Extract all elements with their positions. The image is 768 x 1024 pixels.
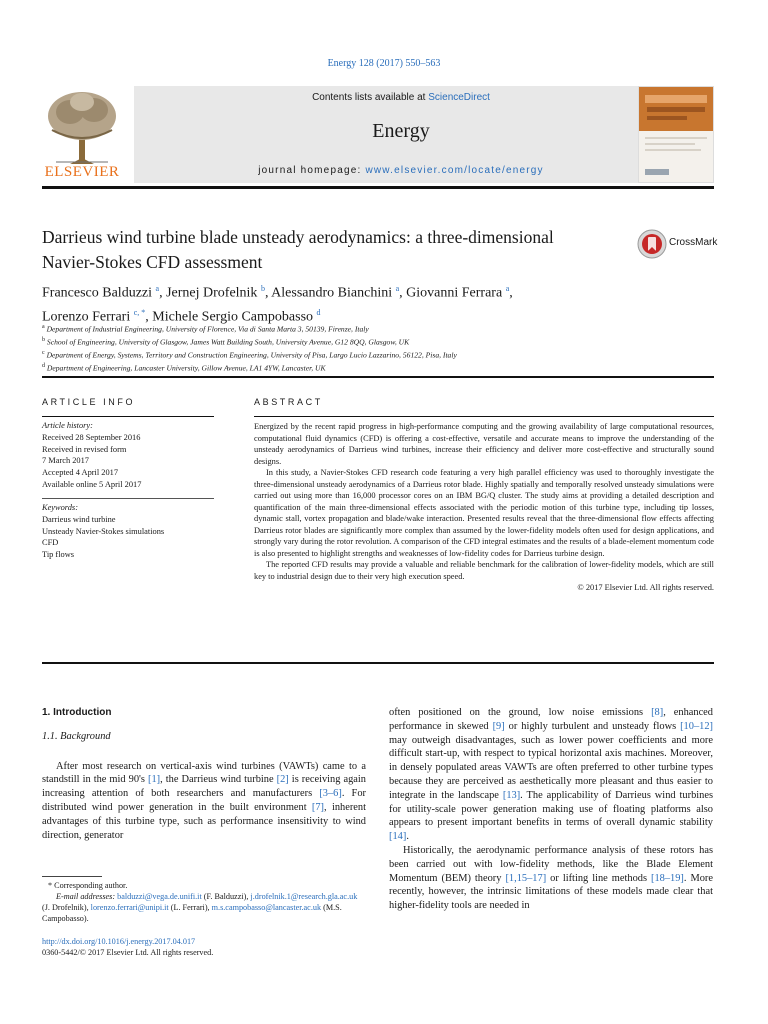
journal-cover-image xyxy=(639,87,713,182)
text-run: . For distributed wind power generation in the built environment xyxy=(42,788,366,813)
reference-link[interactable]: [9] xyxy=(492,720,505,732)
contents-prefix: Contents lists available at xyxy=(312,92,429,103)
text-run: (F. Balduzzi), xyxy=(201,892,251,901)
history-items xyxy=(42,432,218,491)
history-item: 7 March 2017 xyxy=(42,456,89,466)
reference-link[interactable]: m.s.campobasso@lancaster.ac.uk xyxy=(211,903,322,912)
text-run: or highly turbulent and unsteady flows xyxy=(504,720,681,732)
reference-link[interactable]: lorenzo.ferrari@unipi.it xyxy=(90,903,169,912)
keyword-item: Darrieus wind turbine xyxy=(42,514,116,524)
abstract-paragraph: Energized by the recent rapid progress in high-performance computing and the growing availability of large computational resources, computational fluid dynamics (CFD) is offering a cost-effective, versatile and accurate means to improve the understanding of the unsteady aerodynamics of Darrieus wind turbines, increase their efficiency and deliver more cost-effective and structurally sound designs. xyxy=(254,422,714,466)
author-separator: , xyxy=(145,309,153,325)
subsection-heading: 1.1. Background xyxy=(42,730,111,742)
affiliation-item xyxy=(42,361,722,374)
affiliation-text: Department of Energy, Systems, Territory and Construction Engineering, University of Pisa, Largo Lucio Lazzarino, 56122, Pisa, Italy xyxy=(46,350,457,360)
crossmark-icon xyxy=(637,229,667,259)
keyword-item: CFD xyxy=(42,538,59,548)
affiliation-text: Department of Engineering, Lancaster University, Gillow Avenue, LA1 4YW, Lancaster, UK xyxy=(46,363,326,373)
history-item: Received in revised form xyxy=(42,444,127,454)
reference-link[interactable]: [1] xyxy=(148,774,161,786)
author-affiliation-marker[interactable]: a xyxy=(395,284,400,293)
masthead-divider xyxy=(42,186,714,189)
body-column-right xyxy=(389,706,713,913)
article-info-rule xyxy=(42,416,214,417)
reference-link[interactable]: [10–12] xyxy=(680,720,713,732)
history-item: Accepted 4 April 2017 xyxy=(42,468,119,478)
keyword-item: Tip flows xyxy=(42,550,75,560)
text-run: may outweigh disadvantages, such as lower power coefficients and more difficult start-up, with respect to typical horizontal axis machines. Moreover, in densely populated areas VAWTs are often preferred to other turbine types because they are perceived as aesthetically more pleasant and thus easier to integrate in the landscape xyxy=(389,734,713,801)
author-name[interactable]: Alessandro Bianchini xyxy=(271,285,393,301)
affiliation-marker: d xyxy=(42,363,45,370)
section-heading: 1. Introduction xyxy=(42,707,112,718)
text-run: After most research on vertical-axis wind turbines (VAWTs) came to a standstill in the mid 90's xyxy=(42,760,366,786)
author-affiliation-marker[interactable]: d xyxy=(316,307,321,317)
homepage-prefix: journal homepage: xyxy=(258,165,366,176)
text-run: . xyxy=(406,831,409,843)
text-run: or lifting line methods xyxy=(546,872,651,884)
journal-masthead xyxy=(42,86,714,183)
reference-link[interactable]: [13] xyxy=(502,789,521,801)
author-affiliation-marker[interactable]: a xyxy=(505,284,510,293)
reference-link[interactable]: [7] xyxy=(311,801,325,813)
reference-link[interactable]: [8] xyxy=(651,707,664,718)
history-label: Article history: xyxy=(42,421,93,430)
author-affiliation-marker[interactable]: b xyxy=(260,284,265,293)
author-affiliation-marker[interactable]: c, * xyxy=(133,307,146,317)
text-run: often positioned on the ground, low noise emissions xyxy=(389,707,652,718)
email-addresses xyxy=(42,891,366,924)
affiliation-text: School of Engineering, University of Glasgow, James Watt Building South, University Avenue, G12 8QQ, Glasgow, UK xyxy=(46,337,410,347)
abstract-copyright: © 2017 Elsevier Ltd. All rights reserved. xyxy=(577,583,714,592)
author-name[interactable]: Giovanni Ferrara xyxy=(406,285,503,301)
abstract-heading: ABSTRACT xyxy=(254,397,323,407)
affiliation-item xyxy=(42,322,722,335)
affiliation-item xyxy=(42,348,722,361)
text-run: (J. Drofelnik), xyxy=(42,903,91,912)
header-divider xyxy=(42,376,714,378)
text-run: , enhanced performance in skewed xyxy=(389,707,713,732)
text-run: . The applicability of Darrieus wind turbines for utility-scale power generation making use of floating platforms also appears to present important benefits in terms of overall dynamic stability xyxy=(389,789,713,829)
body-paragraph xyxy=(42,760,366,843)
footnote-rule xyxy=(42,876,102,877)
journal-citation[interactable]: Energy 128 (2017) 550–563 xyxy=(327,58,441,69)
abstract-paragraph: In this study, a Navier-Stokes CFD research code featuring a very high parallel efficiency was used to thoroughly investigate the three-dimensional unsteady aerodynamics of a Darrieus rotor blade. Highly spatially and temporally resolved unsteady simulations were carried out using more than 16,000 processor cores on an IBM BG/Q cluster. The study aims at providing a detailed description and quantification of the main three-dimensional effects associated with the periodic motion of this turbine type, including tip losses, dynamic stall, vortex propagation and blade/wake interaction. Presented results reveal that the three-dimensional flow effects affecting Darrieus rotor blades are significantly more complex than assumed by the lower-fidelity models often used for design applications, and strongly vary during the rotor revolution. A comparison of the CFD integral estimates and the results of a blade-element momentum code is also presented to highlight strengths and weaknesses of low-fidelity codes for Darrieus turbine design. xyxy=(254,468,714,558)
body-paragraph xyxy=(389,706,713,844)
affiliation-text: Department of Industrial Engineering, University of Florence, Via di Santa Marta 3, 50139, Firenze, Italy xyxy=(46,324,369,334)
crossmark-label: CrossMark xyxy=(669,237,718,248)
article-title: Darrieus wind turbine blade unsteady aerodynamics: a three-dimensional Navier-Stokes CFD assessment xyxy=(42,227,554,272)
body-paragraph xyxy=(389,844,713,913)
sciencedirect-link[interactable]: ScienceDirect xyxy=(428,92,490,103)
reference-link[interactable]: j.drofelnik.1@research.gla.ac.uk xyxy=(250,892,358,901)
corresponding-author-note: * Corresponding author. xyxy=(48,881,128,890)
journal-cover-thumbnail[interactable] xyxy=(638,86,714,183)
body-column-left xyxy=(42,706,366,842)
affiliation-item xyxy=(42,335,722,348)
affiliation-marker: a xyxy=(42,324,45,330)
reference-link[interactable]: [14] xyxy=(389,831,407,843)
author-name[interactable]: Jernej Drofelnik xyxy=(166,285,258,301)
author-name[interactable]: Francesco Balduzzi xyxy=(42,285,153,301)
homepage-link[interactable]: www.elsevier.com/locate/energy xyxy=(365,165,544,176)
affiliation-marker: c xyxy=(42,350,45,357)
abstract-body xyxy=(254,421,714,594)
keyword-item: Unsteady Navier-Stokes simulations xyxy=(42,526,165,536)
abstract-rule xyxy=(254,416,714,417)
issn-line: 0360-5442/© 2017 Elsevier Ltd. All rights reserved. xyxy=(42,948,214,957)
author-separator: , xyxy=(399,285,407,301)
text-run: Historically, the aerodynamic performance analysis of these rotors has been carried out with low-fidelity methods, like the Blade Element Momentum (BEM) theory xyxy=(389,844,713,884)
affiliation-list xyxy=(42,322,722,374)
history-item: Received 28 September 2016 xyxy=(42,432,141,442)
author-separator: , xyxy=(159,285,167,301)
article-history xyxy=(42,420,218,491)
author-name[interactable]: Michele Sergio Campobasso xyxy=(152,309,314,325)
text-run: is receiving again increasing attention of both researchers and manufacturers xyxy=(42,774,366,800)
elsevier-wordmark: ELSEVIER xyxy=(44,164,120,180)
author-separator: , xyxy=(264,285,272,301)
text-run: , the Darrieus wind turbine xyxy=(160,774,277,786)
text-run: E-mail addresses: xyxy=(56,892,118,901)
reference-link[interactable]: [1,15–17] xyxy=(505,872,547,884)
history-item: Available online 5 April 2017 xyxy=(42,479,142,489)
crossmark-badge[interactable] xyxy=(637,229,717,259)
abstract-divider xyxy=(42,662,714,664)
elsevier-logo xyxy=(42,86,122,183)
reference-link[interactable]: [2] xyxy=(276,774,289,786)
keywords-rule xyxy=(42,498,214,499)
text-run: . More recently, however, the intrinsic limitations of these models made clear that higher-fidelity tools are needed in xyxy=(389,872,714,912)
text-run: (L. Ferrari), xyxy=(168,903,212,912)
author-list xyxy=(42,279,682,326)
reference-link[interactable]: [18–19] xyxy=(651,872,684,884)
keywords-block xyxy=(42,502,218,561)
contents-line xyxy=(134,92,668,103)
reference-link[interactable]: [3–6] xyxy=(319,788,342,800)
author-name[interactable]: Lorenzo Ferrari xyxy=(42,309,131,325)
text-run: (M.S. Campobasso). xyxy=(42,903,342,923)
footnote-block xyxy=(42,880,366,924)
author-separator: , xyxy=(509,285,513,301)
article-info-heading: ARTICLE INFO xyxy=(42,397,136,407)
abstract-paragraphs xyxy=(254,421,714,582)
homepage-line xyxy=(134,165,668,176)
journal-band xyxy=(134,86,668,183)
keywords-label: Keywords: xyxy=(42,503,78,512)
reference-link[interactable]: balduzzi@vega.de.unifi.it xyxy=(117,892,202,901)
keyword-items xyxy=(42,514,218,561)
affiliation-marker: b xyxy=(42,337,45,344)
journal-name: Energy xyxy=(372,120,430,142)
text-run: , inherent advantages of this turbine type, such as performance insensitivity to wind direction, generator xyxy=(42,801,366,841)
author-affiliation-marker[interactable]: a xyxy=(155,284,160,293)
doi-link[interactable]: http://dx.doi.org/10.1016/j.energy.2017.04.017 xyxy=(42,937,196,946)
abstract-paragraph: The reported CFD results may provide a valuable and reliable benchmark for the calibration of lower-fidelity models, which are still key to industrial design due to their very high execution speed. xyxy=(254,560,714,581)
